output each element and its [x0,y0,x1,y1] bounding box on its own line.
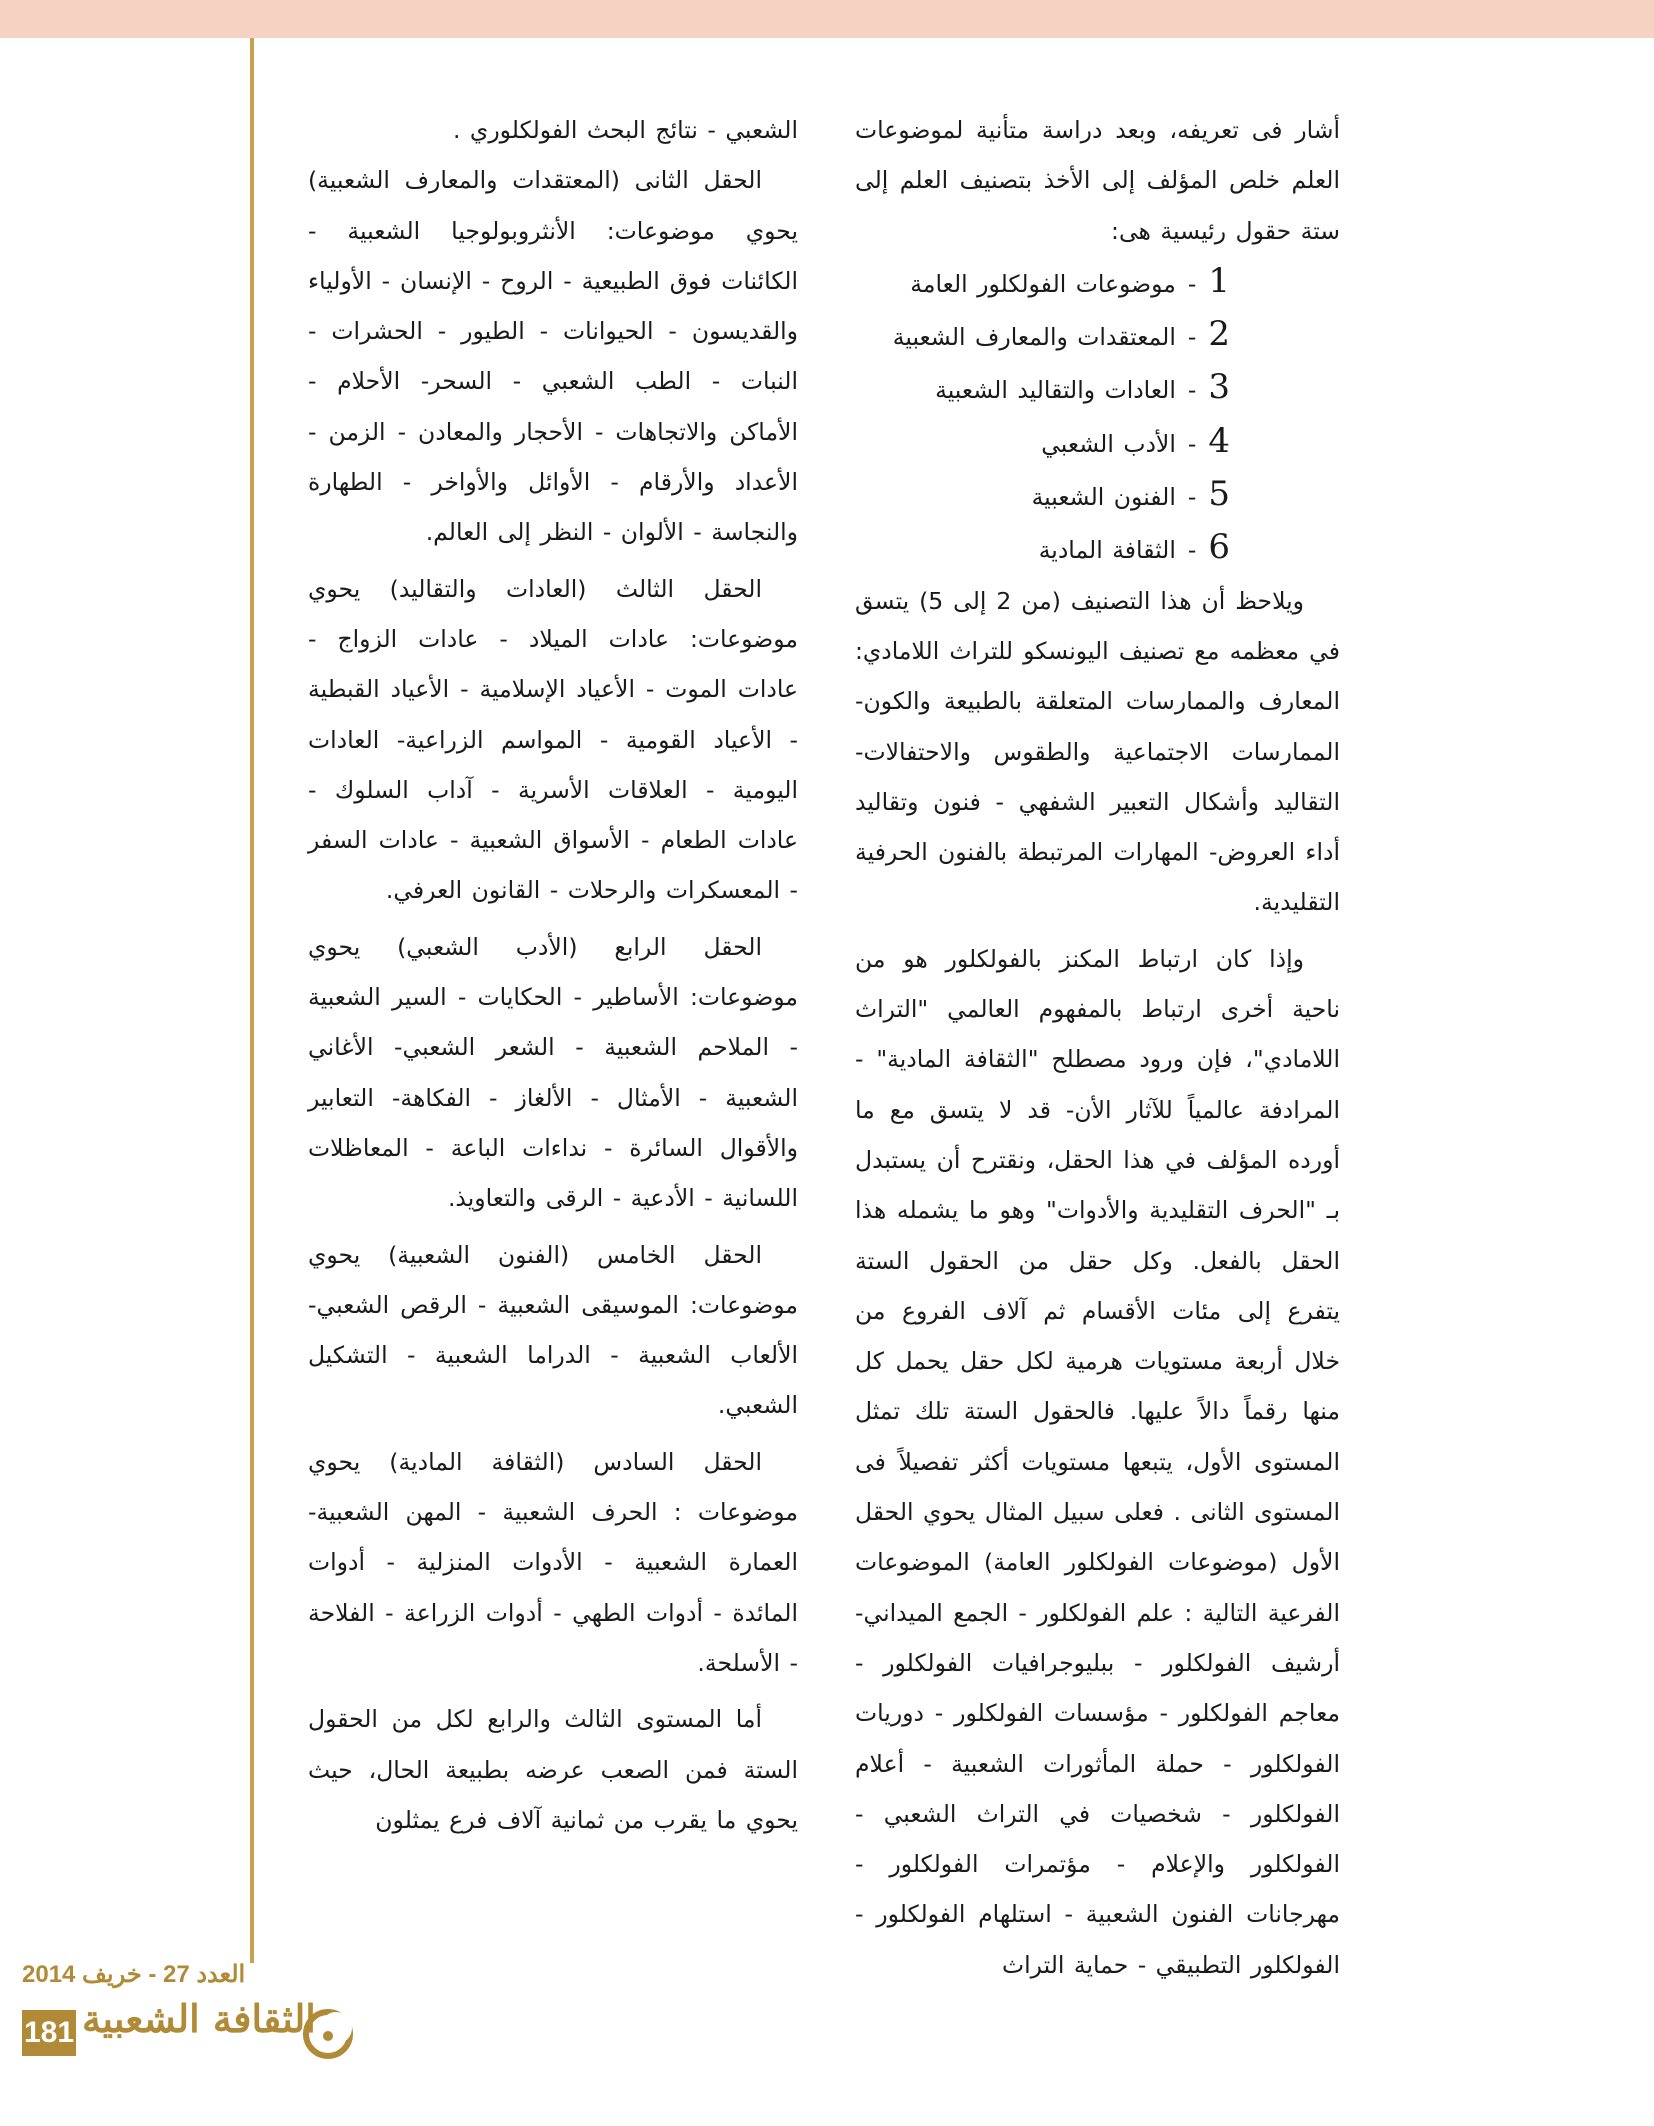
unesco-paragraph: ويلاحظ أن هذا التصنيف (من 2 إلى 5) يتسق في معظمه مع تصنيف اليونسكو للتراث اللامادي: المعارف والممارسات المتعلقة بالطبيعة والكون- الممارسات الاجتماعية والطقوس والاحتفالات- التقاليد وأشكال التعبير الشفهي - فنون وتقاليد أداء العروض- المهارات المرتبطة بالفنون الحرفية التقليدية. [855,586,1340,917]
field-two-paragraph: الحقل الثانى (المعتقدات والمعارف الشعبية) يحوي موضوعات: الأنثروبولوجيا الشعبية - الكائنات فوق الطبيعية - الروح - الإنسان - الأولياء والقديسون - الحيوانات - الطيور - الحشرات - النبات - الطب الشعبي - السحر- الأحلام - الأماكن والاتجاهات - الأحجار والمعادن - الزمن - الأعداد والأرقام - الأوائل والأواخر - الطهارة والنجاسة - الألوان - النظر إلى العالم. [308,166,798,547]
list-item: 6 - الثقافة المادية [855,522,1230,575]
magazine-logo: الثقافة الشعبية [82,1996,316,2041]
list-number: 5 [1208,474,1230,515]
list-item: 1 - موضوعات الفولكلور العامة [855,256,1230,309]
list-number: 6 [1208,527,1230,568]
intro-paragraph: أشار فى تعريفه، وبعد دراسة متأنية لموضوعات العلم خلص المؤلف إلى الأخذ بتصنيف العلم إلى ستة حقول رئيسية هى: [855,116,1340,245]
page-footer [0,1960,400,2126]
list-number: 1 [1208,260,1230,301]
list-item: 4 - الأدب الشعبي [855,416,1230,469]
thesaurus-paragraph: وإذا كان ارتباط المكنز بالفولكلور هو من ناحية أخرى ارتباط بالمفهوم العالمي "التراث اللامادي"، فإن ورود مصطلح "الثقافة المادية" - المرادفة عالمياً للآثار الأن- قد لا يتسق مع ما أورده المؤلف في هذا الحقل، ونقترح أن يستبدل بـ "الحرف التقليدية والأدوات" وهو ما يشمله هذا الحقل بالفعل. وكل حقل من الحقول الستة يتفرع إلى مئات الأقسام ثم آلاف الفروع من خلال أربعة مستويات هرمية لكل حقل يحمل كل منها رقماً دالاً عليها. فالحقول الستة تلك تمثل المستوى الأول، يتبعها مستويات أكثر تفصيلاً فى المستوى الثانى . فعلى سبيل المثال يحوي الحقل الأول (موضوعات الفولكلور العامة) الموضوعات الفرعية التالية : علم الفولكلور - الجمع الميداني- أرشيف الفولكلور - ببليوجرافيات الفولكلور - معاجم الفولكلور - مؤسسات الفولكلور - دوريات الفولكلور - حملة المأثورات الشعبية - أعلام الفولكلور - شخصيات في التراث الشعبي - الفولكلور والإعلام - مؤتمرات الفولكلور - مهرجانات الفنون الشعبية - استلهام الفولكلور - الفولكلور التطبيقي - حماية التراث [855,944,1340,1979]
field-five-paragraph: الحقل الخامس (الفنون الشعبية) يحوي موضوعات: الموسيقى الشعبية - الرقص الشعبي- الألعاب الشعبية - الدراما الشعبية - التشكيل الشعبي. [308,1240,798,1420]
list-number: 3 [1208,367,1230,408]
list-label: الفنون الشعبية [1031,483,1176,512]
levels-paragraph: أما المستوى الثالث والرابع لكل من الحقول الستة فمن الصعب عرضه بطبيعة الحال، حيث يحوي ما يقرب من ثمانية آلاف فرع يمثلون [308,1705,798,1834]
list-item: 5 - الفنون الشعبية [855,469,1230,522]
continuation-paragraph: الشعبي - نتائج البحث الفولكلوري . [452,116,798,144]
crescent-ornament-icon [300,2006,356,2062]
field-six-paragraph: الحقل السادس (الثقافة المادية) يحوي موضوعات : الحرف الشعبية - المهن الشعبية- العمارة الشعبية - الأدوات المنزلية - أدوات المائدة - أدوات الطهي - أدوات الزراعة - الفلاحة - الأسلحة. [308,1447,798,1677]
list-number: 2 [1208,314,1230,355]
field-four-paragraph: الحقل الرابع (الأدب الشعبي) يحوي موضوعات: الأساطير - الحكايات - السير الشعبية - الملاحم الشعبية - الشعر الشعبي- الأغاني الشعبية - الأمثال - الألغاز - الفكاهة- التعابير والأقوال السائرة - نداءات الباعة - المعاظلات اللسانية - الأدعية - الرقى والتعاويذ. [308,932,798,1213]
fields-list [855,256,1340,576]
issue-info: العدد 27 - خريف 2014 [22,1961,246,1988]
list-item: 2 - المعتقدات والمعارف الشعبية [855,309,1230,362]
field-three-paragraph: الحقل الثالث (العادات والتقاليد) يحوي موضوعات: عادات الميلاد - عادات الزواج - عادات الموت - الأعياد الإسلامية - الأعياد القبطية - الأعياد القومية - المواسم الزراعية- العادات اليومية - العلاقات الأسرية - آداب السلوك - عادات الطعام - الأسواق الشعبية - عادات السفر - المعسكرات والرحلات - القانون العرفي. [308,574,798,905]
list-label: المعتقدات والمعارف الشعبية [892,323,1176,352]
right-text-column [855,105,1340,1990]
left-text-column [308,105,798,1845]
list-label: موضوعات الفولكلور العامة [910,269,1176,298]
list-item: 3 - العادات والتقاليد الشعبية [855,362,1230,415]
list-label: العادات والتقاليد الشعبية [935,376,1176,405]
page-number: 181 [22,2010,76,2056]
list-label: الثقافة المادية [1038,536,1176,565]
column-divider-rule [250,38,254,1963]
list-label: الأدب الشعبي [1041,429,1176,458]
top-band [0,0,1654,38]
list-number: 4 [1208,420,1230,461]
